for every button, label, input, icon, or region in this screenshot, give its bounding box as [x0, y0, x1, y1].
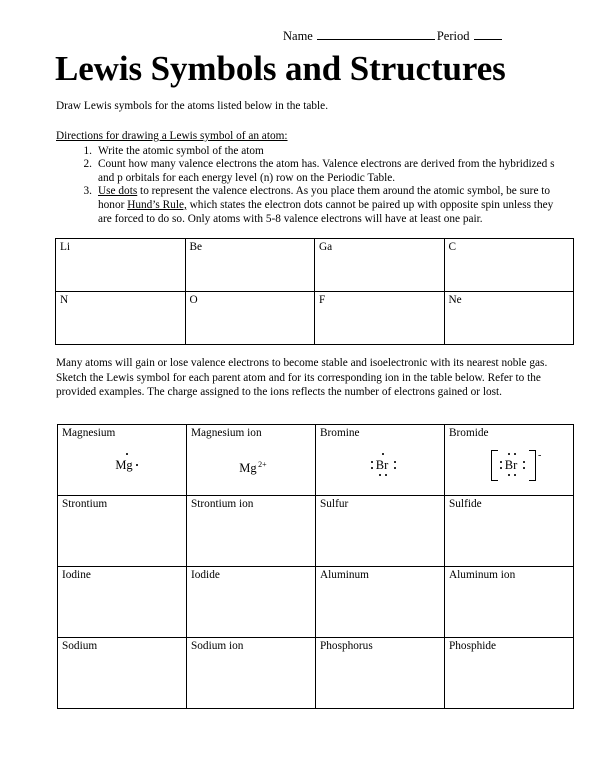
electron-dot: [514, 474, 516, 476]
electron-dot: [385, 474, 387, 476]
direction-text-1: Write the atomic symbol of the atom: [98, 144, 264, 157]
cell-label: Strontium ion: [191, 498, 254, 510]
bracket-right: [529, 450, 536, 481]
cell-label: Sulfide: [449, 498, 482, 510]
direction-text-3-hunds-rule: Hund’s Rule,: [127, 198, 187, 211]
directions-heading: Directions for drawing a Lewis symbol of an atom:: [56, 130, 288, 142]
cell-label: Phosphorus: [320, 640, 373, 652]
atom-label: Ne: [448, 294, 462, 306]
element-symbol-text: Mg: [239, 461, 257, 476]
electron-dot: [500, 461, 502, 463]
period-write-in-line[interactable]: [474, 28, 502, 40]
intro-text: Draw Lewis symbols for the atoms listed below in the table.: [56, 100, 329, 112]
direction-number-3: 3.: [83, 185, 92, 198]
table-row: [58, 567, 574, 638]
atom-label: Be: [189, 241, 203, 253]
table-row: [58, 638, 574, 709]
ion-cell-sodium-ion[interactable]: [187, 638, 316, 709]
direction-item-1: [56, 145, 556, 159]
element-symbol: Mg: [115, 458, 133, 472]
atom-cell-be[interactable]: [185, 239, 315, 292]
electron-dot: [394, 461, 396, 463]
directions-list: [56, 145, 556, 227]
electron-dot: [514, 453, 516, 455]
element-symbol: [239, 459, 266, 474]
ion-cell-phosphorus[interactable]: [316, 638, 445, 709]
cell-label: Sodium: [62, 640, 98, 652]
cell-label: Strontium: [62, 498, 108, 510]
direction-text-2: Count how many valence electrons the atom has. Valence electrons are derived from the hybridized s and p orbitals for each energy level (n) row on the Periodic Table.: [98, 158, 555, 184]
cell-label: Magnesium: [62, 427, 116, 439]
ion-cell-sulfur[interactable]: [316, 496, 445, 567]
ion-cell-strontium-ion[interactable]: [187, 496, 316, 567]
electron-dot: [500, 467, 502, 469]
table-row: [58, 496, 574, 567]
period-label: Period: [436, 29, 470, 43]
cell-label: Sodium ion: [191, 640, 244, 652]
element-symbol: Br: [504, 458, 518, 472]
ion-cell-aluminum[interactable]: [316, 567, 445, 638]
lewis-symbol-bromide: [480, 448, 542, 482]
cell-label: Aluminum: [320, 569, 369, 581]
lewis-symbol-magnesium: [93, 448, 155, 482]
ion-charge: -: [538, 450, 542, 461]
ion-cell-strontium[interactable]: [58, 496, 187, 567]
atom-label: F: [319, 294, 326, 306]
ion-charge: 2+: [258, 460, 267, 469]
ion-cell-magnesium-ion[interactable]: [187, 425, 316, 496]
ion-cell-bromide[interactable]: [445, 425, 574, 496]
electron-dot: [523, 467, 525, 469]
ion-cell-iodine[interactable]: [58, 567, 187, 638]
atom-label: O: [189, 294, 198, 306]
ions-table: [57, 424, 574, 709]
ion-cell-phosphide[interactable]: [445, 638, 574, 709]
cell-label: Iodide: [191, 569, 220, 581]
bracket-left: [491, 450, 498, 481]
direction-number-2: 2.: [83, 158, 92, 171]
electron-dot: [371, 461, 373, 463]
electron-dot: [136, 464, 138, 466]
atoms-table: [55, 238, 574, 345]
table-row: [58, 425, 574, 496]
electron-dot: [382, 453, 384, 455]
electron-dot: [394, 467, 396, 469]
direction-text-3-end: which states the electron dots cannot be paired up with opposite spin unless they are forced to do so. Only atoms with 5-8 valence electrons will have at least one pair.: [98, 198, 554, 225]
direction-text-3-mid: to represent the valence electrons. As you place them around the atomic symbol, be sure to honor: [98, 185, 551, 211]
atom-label: C: [448, 241, 457, 253]
name-label: Name: [283, 29, 313, 43]
direction-item-2: [56, 158, 556, 185]
electron-dot: [379, 474, 381, 476]
name-period-line: [283, 28, 563, 44]
atom-label: N: [60, 294, 69, 306]
name-write-in-line[interactable]: [317, 28, 435, 40]
ion-cell-sulfide[interactable]: [445, 496, 574, 567]
atom-cell-li[interactable]: [56, 239, 186, 292]
cell-label: Bromide: [449, 427, 489, 439]
cell-label: Sulfur: [320, 498, 349, 510]
ions-instructions-paragraph: Many atoms will gain or lose valence electrons to become stable and isoelectronic with its nearest noble gas. Sketch the Lewis symbol for each parent atom and for its corresponding ion in the table below. Refer to the provided examples. The charge assigned to the ions reflects the number of electrons gained or lost.: [56, 357, 548, 398]
ion-cell-bromine[interactable]: [316, 425, 445, 496]
direction-item-3: [56, 185, 556, 226]
atom-cell-c[interactable]: [444, 239, 574, 292]
ion-cell-iodide[interactable]: [187, 567, 316, 638]
table-row: [56, 239, 574, 292]
direction-text-3-use-dots: Use dots: [98, 185, 138, 198]
ion-cell-sodium[interactable]: [58, 638, 187, 709]
lewis-symbol-magnesium-ion: [222, 448, 284, 482]
element-symbol: Br: [375, 458, 389, 472]
cell-label: Bromine: [320, 427, 360, 439]
table-row: [56, 292, 574, 345]
atom-label: Ga: [319, 241, 333, 253]
page-title: Lewis Symbols and Structures: [55, 49, 506, 88]
atom-cell-o[interactable]: [185, 292, 315, 345]
atom-cell-f[interactable]: [315, 292, 445, 345]
ion-cell-magnesium[interactable]: [58, 425, 187, 496]
atom-cell-ne[interactable]: [444, 292, 574, 345]
atom-cell-n[interactable]: [56, 292, 186, 345]
direction-number-1: 1.: [83, 144, 92, 157]
ion-cell-aluminum-ion[interactable]: [445, 567, 574, 638]
cell-label: Iodine: [62, 569, 91, 581]
cell-label: Magnesium ion: [191, 427, 262, 439]
cell-label: Aluminum ion: [449, 569, 516, 581]
electron-dot: [508, 453, 510, 455]
electron-dot: [523, 461, 525, 463]
lewis-symbol-bromine: [351, 448, 413, 482]
electron-dot: [508, 474, 510, 476]
directions-block: [56, 130, 556, 226]
electron-dot: [126, 453, 128, 455]
electron-dot: [371, 467, 373, 469]
cell-label: Phosphide: [449, 640, 497, 652]
atom-label: Li: [60, 241, 71, 253]
atom-cell-ga[interactable]: [315, 239, 445, 292]
